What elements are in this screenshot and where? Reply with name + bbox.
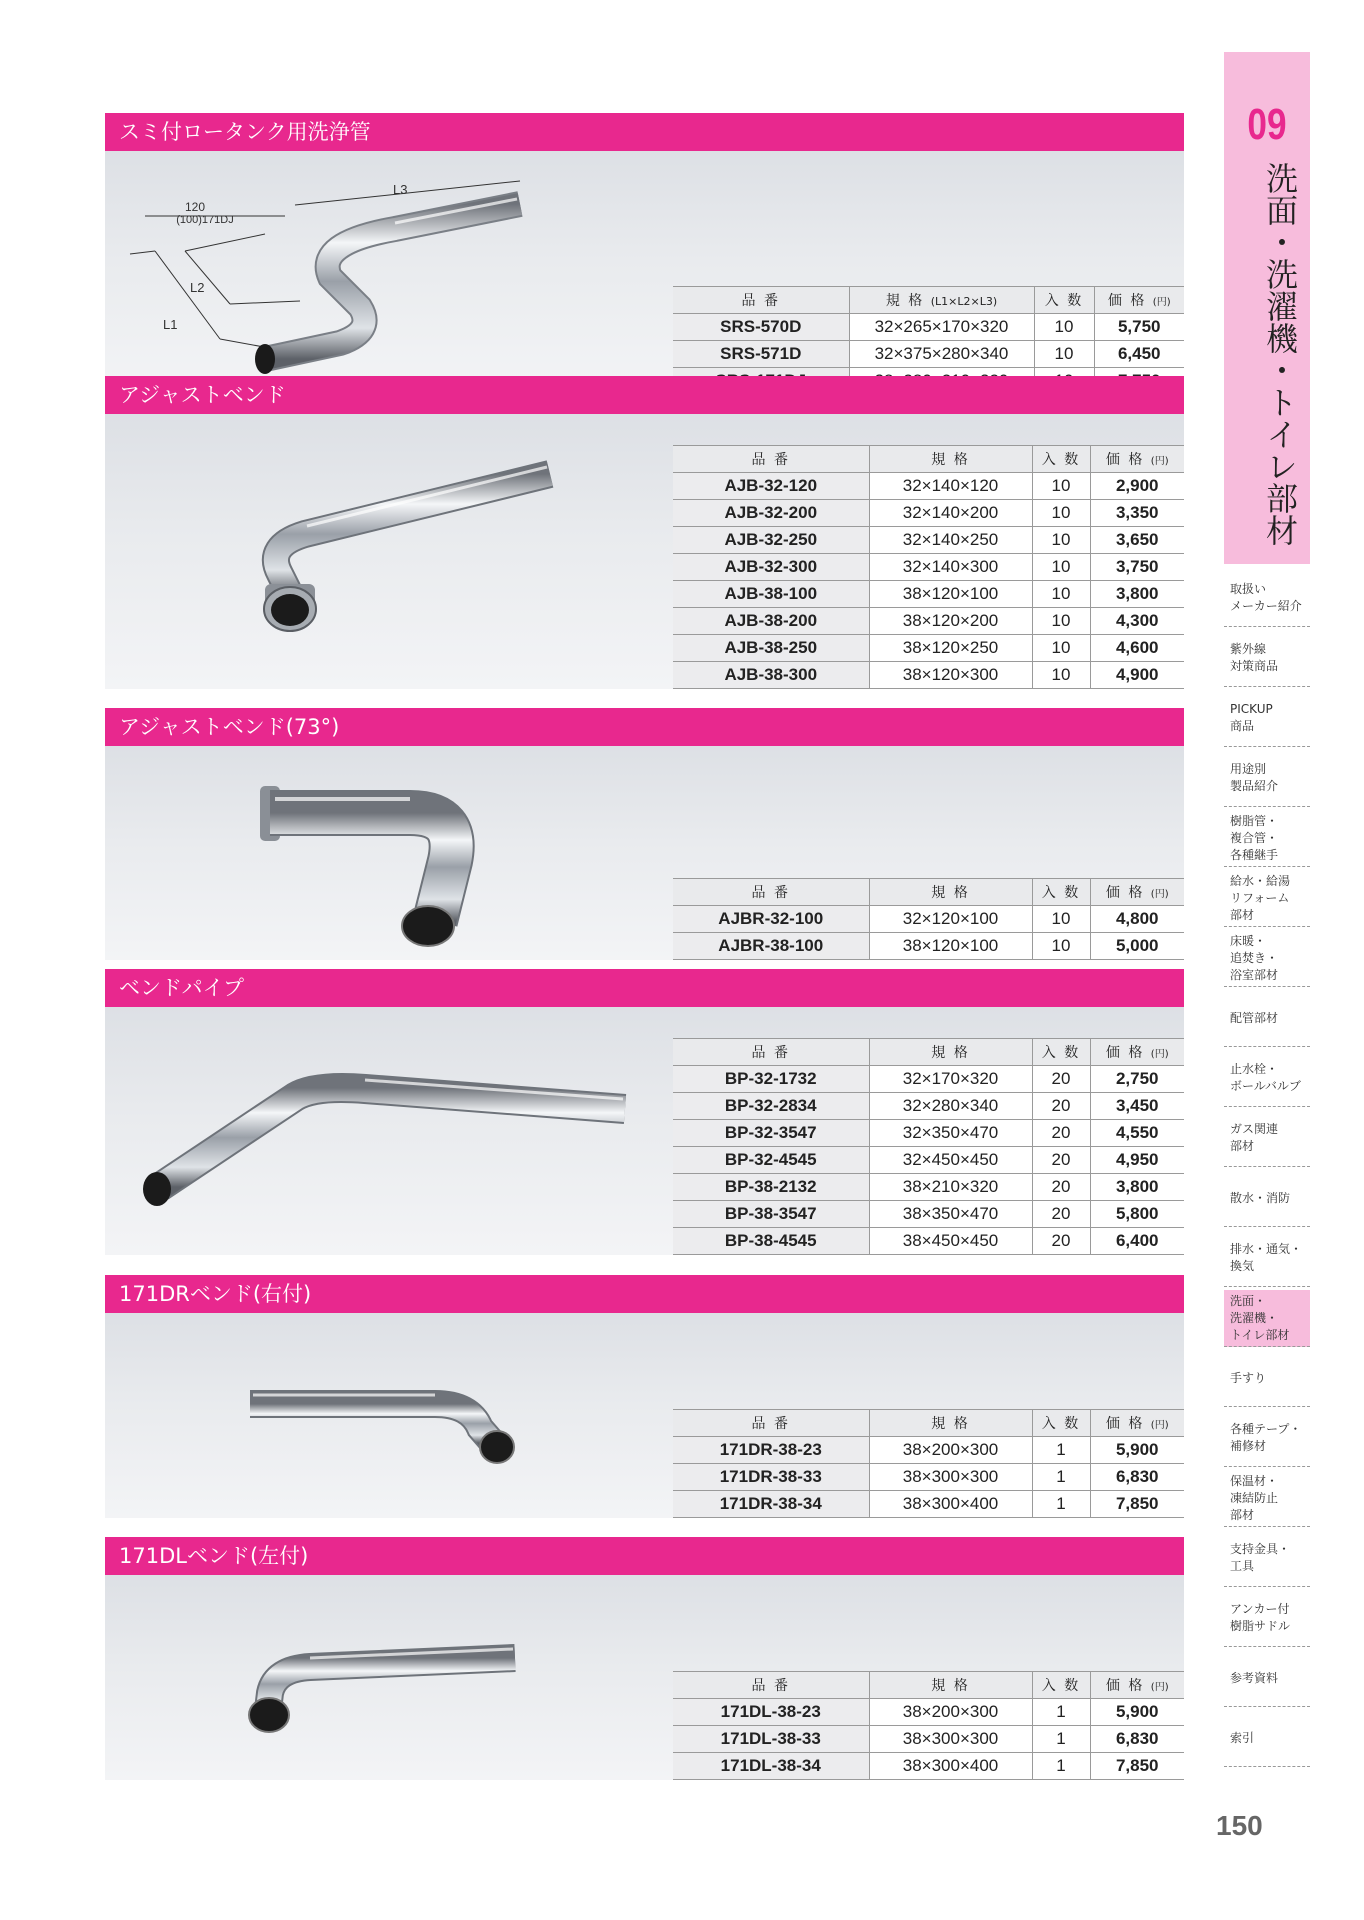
cell-price: 3,800 bbox=[1090, 581, 1184, 608]
page-number: 150 bbox=[1216, 1810, 1263, 1841]
spec-table bbox=[673, 1038, 1184, 1255]
cell-price: 5,900 bbox=[1090, 1699, 1184, 1726]
cell-value: 38×200×300 bbox=[869, 1699, 1032, 1726]
cell-price: 6,830 bbox=[1090, 1726, 1184, 1753]
nav-item-reference[interactable]: 参考資料 bbox=[1224, 1650, 1310, 1707]
header-code: 品 番 bbox=[673, 446, 869, 473]
cell-value: 10 bbox=[1032, 554, 1090, 581]
cell-price: 4,550 bbox=[1090, 1120, 1184, 1147]
table-row bbox=[673, 1464, 1184, 1491]
cell-value: 10 bbox=[1034, 314, 1094, 341]
cell-value: 32×120×100 bbox=[869, 906, 1032, 933]
cell-price: 7,850 bbox=[1090, 1753, 1184, 1780]
spec-table bbox=[673, 1671, 1184, 1780]
nav-item-uv[interactable]: 紫外線 対策商品 bbox=[1224, 630, 1310, 687]
cell-code: BP-38-3547 bbox=[673, 1201, 869, 1228]
section-body bbox=[105, 746, 1184, 960]
cell-price: 3,800 bbox=[1090, 1174, 1184, 1201]
table-row bbox=[673, 1437, 1184, 1464]
nav-item-insulation[interactable]: 保温材・ 凍結防止 部材 bbox=[1224, 1470, 1310, 1527]
cell-code: AJBR-38-100 bbox=[673, 933, 869, 960]
cell-price: 7,850 bbox=[1090, 1491, 1184, 1518]
cell-value: 10 bbox=[1032, 933, 1090, 960]
cell-code: 171DL-38-23 bbox=[673, 1699, 869, 1726]
section-171dl bbox=[105, 1537, 1184, 1780]
header-qty: 入 数 bbox=[1032, 1672, 1090, 1699]
header-qty: 入 数 bbox=[1032, 446, 1090, 473]
cell-value: 20 bbox=[1032, 1093, 1090, 1120]
cell-value: 1 bbox=[1032, 1699, 1090, 1726]
cell-value: 38×120×100 bbox=[869, 581, 1032, 608]
cell-code: AJB-38-250 bbox=[673, 635, 869, 662]
cell-value: 20 bbox=[1032, 1228, 1090, 1255]
cell-value: 10 bbox=[1032, 608, 1090, 635]
table-row bbox=[673, 1093, 1184, 1120]
nav-item-valves[interactable]: 止水栓・ ボールバルブ bbox=[1224, 1050, 1310, 1107]
cell-code: 171DL-38-34 bbox=[673, 1753, 869, 1780]
table-row bbox=[673, 1726, 1184, 1753]
table-row bbox=[673, 1201, 1184, 1228]
header-qty: 入 数 bbox=[1032, 1039, 1090, 1066]
cell-value: 38×450×450 bbox=[869, 1228, 1032, 1255]
cell-price: 5,750 bbox=[1094, 314, 1184, 341]
171dl-pipe-photo bbox=[235, 1625, 535, 1745]
cell-value: 32×140×120 bbox=[869, 473, 1032, 500]
section-title: 171DRベンド(右付) bbox=[105, 1275, 1184, 1313]
cell-value: 38×120×100 bbox=[869, 933, 1032, 960]
table-row bbox=[673, 1491, 1184, 1518]
cell-value: 38×120×300 bbox=[869, 662, 1032, 689]
cell-code: BP-32-3547 bbox=[673, 1120, 869, 1147]
section-title: 171DLベンド(左付) bbox=[105, 1537, 1184, 1575]
section-srs bbox=[105, 113, 1184, 395]
dim-top-label: 120 bbox=[184, 200, 206, 214]
nav-item-piping[interactable]: 配管部材 bbox=[1224, 990, 1310, 1047]
cell-price: 4,300 bbox=[1090, 608, 1184, 635]
header-code: 品 番 bbox=[673, 1039, 869, 1066]
header-price: 価 格 (円) bbox=[1090, 879, 1184, 906]
nav-item-drainage[interactable]: 排水・通気・ 換気 bbox=[1224, 1230, 1310, 1287]
nav-item-index[interactable]: 索引 bbox=[1224, 1710, 1310, 1767]
cell-price: 3,750 bbox=[1090, 554, 1184, 581]
table-row bbox=[673, 906, 1184, 933]
cell-value: 20 bbox=[1032, 1120, 1090, 1147]
cell-code: BP-32-1732 bbox=[673, 1066, 869, 1093]
cell-value: 20 bbox=[1032, 1066, 1090, 1093]
l1-label: L1 bbox=[163, 317, 178, 332]
header-price: 価 格 (円) bbox=[1090, 1672, 1184, 1699]
cell-value: 1 bbox=[1032, 1726, 1090, 1753]
section-body bbox=[105, 1007, 1184, 1255]
header-price: 価 格 (円) bbox=[1090, 446, 1184, 473]
cell-value: 38×350×470 bbox=[869, 1201, 1032, 1228]
table-row bbox=[673, 1066, 1184, 1093]
cell-value: 38×300×300 bbox=[869, 1464, 1032, 1491]
cell-price: 4,800 bbox=[1090, 906, 1184, 933]
bp-pipe-photo bbox=[135, 1047, 635, 1227]
nav-item-tape[interactable]: 各種テープ・ 補修材 bbox=[1224, 1410, 1310, 1467]
header-qty: 入 数 bbox=[1034, 287, 1094, 314]
spec-table bbox=[673, 1409, 1184, 1518]
cell-value: 1 bbox=[1032, 1464, 1090, 1491]
cell-price: 3,650 bbox=[1090, 527, 1184, 554]
cell-value: 32×265×170×320 bbox=[849, 314, 1034, 341]
cell-price: 4,900 bbox=[1090, 662, 1184, 689]
header-price: 価 格 (円) bbox=[1090, 1039, 1184, 1066]
cell-value: 10 bbox=[1032, 581, 1090, 608]
cell-code: 171DR-38-23 bbox=[673, 1437, 869, 1464]
header-spec: 規 格 bbox=[869, 446, 1032, 473]
cell-value: 20 bbox=[1032, 1174, 1090, 1201]
cell-value: 32×350×470 bbox=[869, 1120, 1032, 1147]
cell-value: 32×375×280×340 bbox=[849, 341, 1034, 368]
cell-value: 1 bbox=[1032, 1491, 1090, 1518]
cell-value: 10 bbox=[1032, 906, 1090, 933]
cell-value: 10 bbox=[1032, 635, 1090, 662]
nav-item-sprinkler[interactable]: 散水・消防 bbox=[1224, 1170, 1310, 1227]
header-spec: 規 格 bbox=[869, 1039, 1032, 1066]
table-row bbox=[673, 1174, 1184, 1201]
header-price: 価 格 (円) bbox=[1090, 1410, 1184, 1437]
cell-code: AJB-32-300 bbox=[673, 554, 869, 581]
section-title: スミ付ロータンク用洗浄管 bbox=[105, 113, 1184, 151]
cell-value: 38×300×300 bbox=[869, 1726, 1032, 1753]
section-171dr bbox=[105, 1275, 1184, 1518]
srs-pipe-diagram bbox=[125, 159, 645, 389]
table-row bbox=[673, 527, 1184, 554]
chapter-number: 09 bbox=[1247, 100, 1287, 149]
nav-item-brackets[interactable]: 支持金具・ 工具 bbox=[1224, 1530, 1310, 1587]
cell-price: 5,000 bbox=[1090, 933, 1184, 960]
table-row bbox=[673, 1228, 1184, 1255]
side-nav bbox=[1224, 570, 1310, 1770]
cell-value: 32×140×250 bbox=[869, 527, 1032, 554]
nav-item-washroom[interactable]: 洗面・ 洗濯機・ トイレ部材 bbox=[1224, 1290, 1310, 1347]
dim-sub-label: (100)171DJ bbox=[176, 214, 234, 226]
section-title: アジャストベンド(73°) bbox=[105, 708, 1184, 746]
table-row bbox=[673, 314, 1184, 341]
cell-price: 2,900 bbox=[1090, 473, 1184, 500]
table-row bbox=[673, 635, 1184, 662]
cell-code: BP-32-2834 bbox=[673, 1093, 869, 1120]
cell-value: 10 bbox=[1032, 662, 1090, 689]
cell-value: 10 bbox=[1032, 473, 1090, 500]
table-row bbox=[673, 581, 1184, 608]
cell-price: 6,400 bbox=[1090, 1228, 1184, 1255]
nav-item-usage[interactable]: 用途別 製品紹介 bbox=[1224, 750, 1310, 807]
section-body bbox=[105, 414, 1184, 689]
chapter-title: 洗面・洗濯機・トイレ部材 bbox=[1261, 162, 1299, 546]
nav-item-anchor[interactable]: アンカー付 樹脂サドル bbox=[1224, 1590, 1310, 1647]
cell-value: 32×140×200 bbox=[869, 500, 1032, 527]
table-row bbox=[673, 554, 1184, 581]
table-row bbox=[673, 933, 1184, 960]
ajbr-pipe-photo bbox=[250, 756, 500, 956]
cell-value: 20 bbox=[1032, 1147, 1090, 1174]
spec-table bbox=[673, 878, 1184, 960]
cell-value: 38×120×200 bbox=[869, 608, 1032, 635]
header-qty: 入 数 bbox=[1032, 879, 1090, 906]
cell-value: 20 bbox=[1032, 1201, 1090, 1228]
header-code: 品 番 bbox=[673, 287, 849, 314]
cell-price: 5,800 bbox=[1090, 1201, 1184, 1228]
table-row bbox=[673, 341, 1184, 368]
section-bp bbox=[105, 969, 1184, 1255]
cell-value: 32×280×340 bbox=[869, 1093, 1032, 1120]
nav-item-makers[interactable]: 取扱い メーカー紹介 bbox=[1224, 570, 1310, 627]
cell-value: 32×170×320 bbox=[869, 1066, 1032, 1093]
cell-price: 6,830 bbox=[1090, 1464, 1184, 1491]
cell-value: 1 bbox=[1032, 1437, 1090, 1464]
ajb-pipe-photo bbox=[235, 454, 565, 634]
header-code: 品 番 bbox=[673, 1672, 869, 1699]
cell-code: AJB-32-200 bbox=[673, 500, 869, 527]
cell-price: 3,450 bbox=[1090, 1093, 1184, 1120]
cell-price: 2,750 bbox=[1090, 1066, 1184, 1093]
cell-code: BP-38-2132 bbox=[673, 1174, 869, 1201]
cell-value: 38×300×400 bbox=[869, 1491, 1032, 1518]
cell-value: 32×140×300 bbox=[869, 554, 1032, 581]
cell-code: AJB-38-100 bbox=[673, 581, 869, 608]
cell-value: 10 bbox=[1032, 500, 1090, 527]
cell-code: SRS-570D bbox=[673, 314, 849, 341]
171dr-pipe-photo bbox=[245, 1368, 525, 1478]
cell-price: 4,600 bbox=[1090, 635, 1184, 662]
table-row bbox=[673, 1699, 1184, 1726]
cell-code: SRS-571D bbox=[673, 341, 849, 368]
table-row bbox=[673, 662, 1184, 689]
header-code: 品 番 bbox=[673, 1410, 869, 1437]
cell-code: BP-38-4545 bbox=[673, 1228, 869, 1255]
header-qty: 入 数 bbox=[1032, 1410, 1090, 1437]
header-spec: 規 格 bbox=[869, 879, 1032, 906]
nav-item-gas[interactable]: ガス関連 部材 bbox=[1224, 1110, 1310, 1167]
table-row bbox=[673, 608, 1184, 635]
section-body bbox=[105, 151, 1184, 395]
cell-code: AJB-32-250 bbox=[673, 527, 869, 554]
nav-item-pickup[interactable]: PICKUP 商品 bbox=[1224, 690, 1310, 747]
section-ajbr bbox=[105, 708, 1184, 960]
cell-code: AJBR-32-100 bbox=[673, 906, 869, 933]
nav-item-water-supply[interactable]: 給水・給湯 リフォーム 部材 bbox=[1224, 870, 1310, 927]
table-row bbox=[673, 500, 1184, 527]
l3-label: L3 bbox=[393, 182, 408, 197]
cell-code: AJB-38-300 bbox=[673, 662, 869, 689]
cell-value: 10 bbox=[1034, 341, 1094, 368]
cell-code: BP-32-4545 bbox=[673, 1147, 869, 1174]
table-row bbox=[673, 1147, 1184, 1174]
table-row bbox=[673, 1753, 1184, 1780]
cell-value: 38×210×320 bbox=[869, 1174, 1032, 1201]
cell-value: 32×450×450 bbox=[869, 1147, 1032, 1174]
section-title: アジャストベンド bbox=[105, 376, 1184, 414]
cell-value: 1 bbox=[1032, 1753, 1090, 1780]
cell-code: AJB-38-200 bbox=[673, 608, 869, 635]
nav-item-floor-heating[interactable]: 床暖・ 追焚き・ 浴室部材 bbox=[1224, 930, 1310, 987]
cell-price: 3,350 bbox=[1090, 500, 1184, 527]
header-spec: 規 格 bbox=[869, 1672, 1032, 1699]
cell-price: 5,900 bbox=[1090, 1437, 1184, 1464]
cell-code: 171DR-38-34 bbox=[673, 1491, 869, 1518]
cell-code: 171DL-38-33 bbox=[673, 1726, 869, 1753]
spec-table bbox=[673, 445, 1184, 689]
cell-value: 10 bbox=[1032, 527, 1090, 554]
cell-price: 6,450 bbox=[1094, 341, 1184, 368]
nav-item-handrail[interactable]: 手すり bbox=[1224, 1350, 1310, 1407]
header-price: 価 格 (円) bbox=[1094, 287, 1184, 314]
l2-label: L2 bbox=[190, 280, 205, 295]
header-spec: 規 格 bbox=[869, 1410, 1032, 1437]
section-body bbox=[105, 1313, 1184, 1518]
chapter-tab bbox=[1224, 52, 1310, 564]
section-title: ベンドパイプ bbox=[105, 969, 1184, 1007]
cell-value: 38×300×400 bbox=[869, 1753, 1032, 1780]
section-body bbox=[105, 1575, 1184, 1780]
header-spec: 規 格 (L1×L2×L3) bbox=[849, 287, 1034, 314]
cell-code: AJB-32-120 bbox=[673, 473, 869, 500]
cell-value: 38×200×300 bbox=[869, 1437, 1032, 1464]
header-code: 品 番 bbox=[673, 879, 869, 906]
nav-item-resin-pipe[interactable]: 樹脂管・ 複合管・ 各種継手 bbox=[1224, 810, 1310, 867]
cell-price: 4,950 bbox=[1090, 1147, 1184, 1174]
cell-value: 38×120×250 bbox=[869, 635, 1032, 662]
cell-code: 171DR-38-33 bbox=[673, 1464, 869, 1491]
section-ajb bbox=[105, 376, 1184, 689]
table-row bbox=[673, 473, 1184, 500]
table-row bbox=[673, 1120, 1184, 1147]
